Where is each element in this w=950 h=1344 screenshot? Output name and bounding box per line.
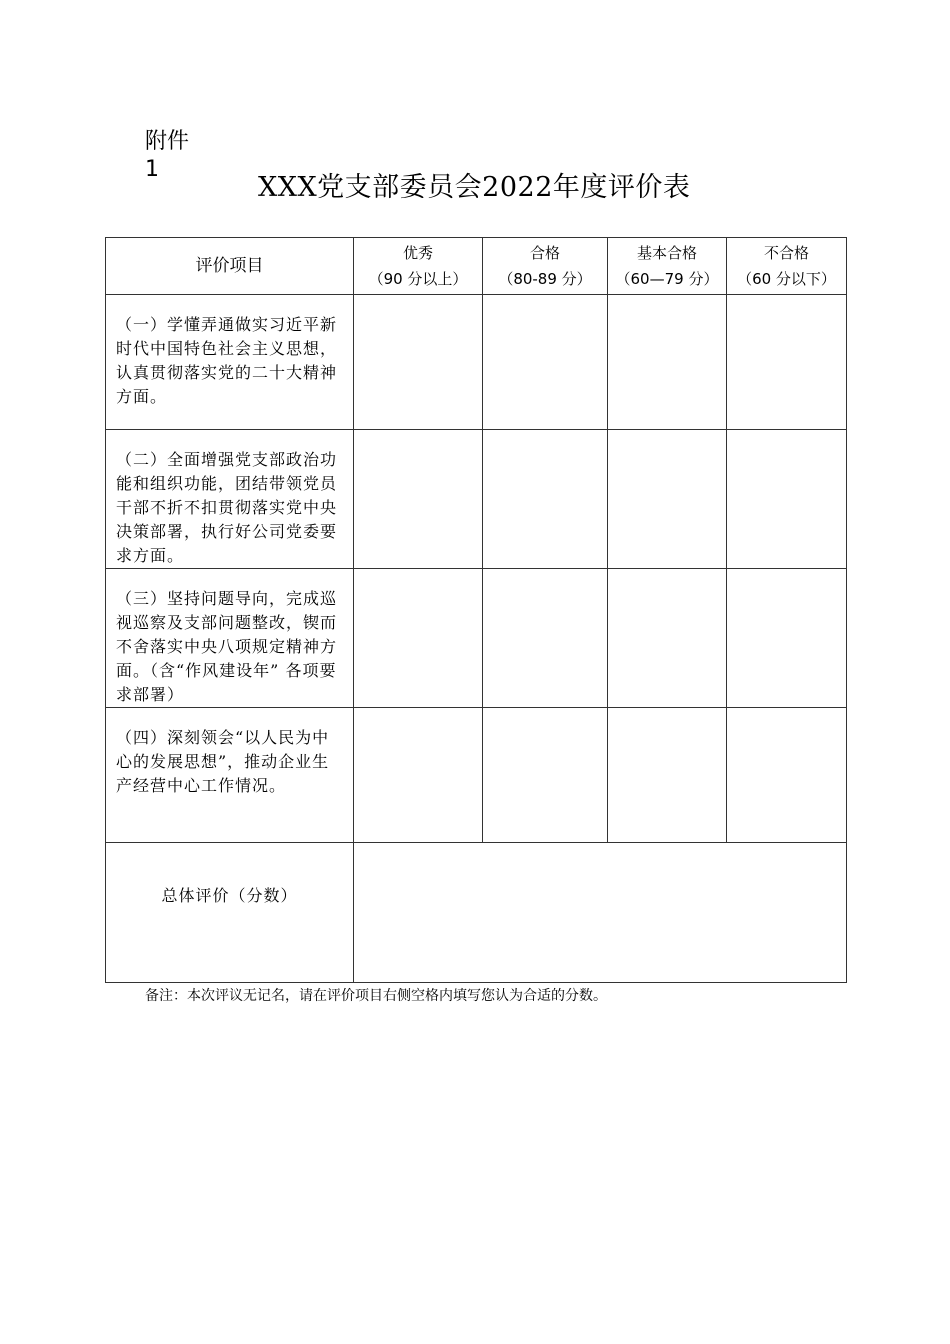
grade-label: 优秀 [402,244,433,262]
score-cell[interactable] [727,295,847,430]
grade-range: （80-89 分） [498,270,592,288]
table-row [106,295,847,430]
score-cell[interactable] [354,295,483,430]
grade-range: （60—79 分） [615,270,719,288]
table-row [106,708,847,843]
header-grade-basic [608,238,727,295]
header-row [106,238,847,295]
total-score-cell[interactable] [354,843,847,983]
item-text: （四）深刻领会“以人民为中心的发展思想”，推动企业生产经营中心工作情况。 [106,708,354,843]
score-cell[interactable] [608,295,727,430]
grade-label: 合格 [529,244,560,262]
score-cell[interactable] [483,708,608,843]
evaluation-table [105,237,847,983]
item-text: （一）学懂弄通做实习近平新时代中国特色社会主义思想，认真贯彻落实党的二十大精神方面。 [106,295,354,430]
score-cell[interactable] [727,430,847,569]
score-cell[interactable] [354,708,483,843]
header-grade-qualified [483,238,608,295]
header-item: 评价项目 [106,238,354,295]
score-cell[interactable] [608,569,727,708]
total-row [106,843,847,983]
score-cell[interactable] [608,430,727,569]
grade-label: 基本合格 [636,244,697,262]
score-cell[interactable] [483,295,608,430]
score-cell[interactable] [354,569,483,708]
header-grade-unqualified [727,238,847,295]
grade-range: （90 分以上） [368,270,468,288]
item-text: （三）坚持问题导向，完成巡视巡察及支部问题整改，锲而不舍落实中央八项规定精神方面。（含“作风建设年” 各项要求部署） [106,569,354,708]
footnote: 备注：本次评议无记名，请在评价项目右侧空格内填写您认为合适的分数。 [145,988,607,1004]
grade-range: （60 分以下） [737,270,836,288]
score-cell[interactable] [727,708,847,843]
attachment-label: 附件 1 [145,129,190,182]
table-row [106,569,847,708]
score-cell[interactable] [483,430,608,569]
grade-label: 不合格 [763,244,809,262]
page-title: XXX党支部委员会2022年度评价表 [258,172,691,203]
header-grade-excellent [354,238,483,295]
table-row [106,430,847,569]
total-label: 总体评价（分数） [106,843,354,983]
score-cell[interactable] [354,430,483,569]
score-cell[interactable] [727,569,847,708]
score-cell[interactable] [483,569,608,708]
score-cell[interactable] [608,708,727,843]
item-text: （二）全面增强党支部政治功能和组织功能，团结带领党员干部不折不扣贯彻落实党中央决策部署，执行好公司党委要求方面。 [106,430,354,569]
